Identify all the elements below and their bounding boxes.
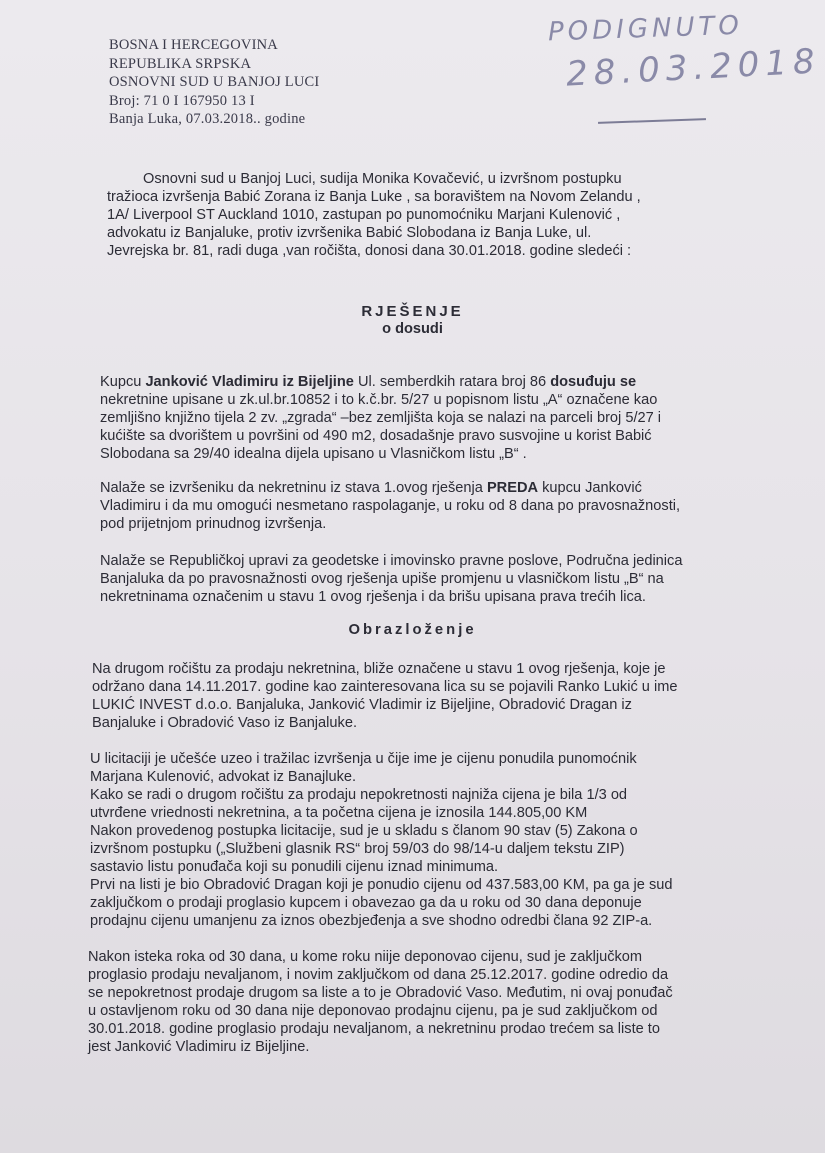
text-line: Banjaluka da po pravosnažnosti ovog rješenja upiše promjenu u vlasničkom listu „B“ na — [100, 571, 664, 587]
text-line: Kupcu Janković Vladimiru iz Bijeljine Ul. semberdkih ratara broj 86 dosuđuju se — [100, 374, 637, 390]
text-line: 30.01.2018. godine proglasio prodaju nevaljanom, a nekretninu prodao trećem sa liste to — [88, 1021, 660, 1037]
header-line: Banja Luka, 07.03.2018.. godine — [109, 111, 306, 128]
reasoning-heading: Obrazloženje — [348, 622, 477, 638]
text-line: tražioca izvršenja Babić Zorana iz Banja Luke , sa boravištem na Novom Zelandu , — [107, 189, 641, 205]
paragraph-handover — [100, 479, 680, 533]
text-line: Marjana Kulenović, advokat iz Banajluke. — [90, 769, 357, 785]
header-line: REPUBLIKA SRPSKA — [109, 55, 252, 72]
text-line: održano dana 14.11.2017. godine kao zainteresovana lica su se pojavili Ranko Lukić u ime — [92, 679, 678, 695]
paragraph-award — [100, 373, 661, 463]
text-line: u ostavljenom roku od 30 dana nije deponovao prodajnu cijenu, pa je sud zaključkom od — [88, 1003, 658, 1019]
handwritten-note: PODIGNUTO — [547, 10, 744, 48]
text-line: Nalaže se Republičkoj upravi za geodetske i imovinsko pravne poslove, Područna jedinica — [100, 553, 683, 569]
text-line: Jevrejska br. 81, radi duga ,van ročišta, donosi dana 30.01.2018. godine sledeći : — [107, 243, 632, 259]
header-line: Broj: 71 0 I 167950 13 I — [109, 92, 255, 109]
text-line: zaključkom o prodaji proglasio kupcem i obavezao ga da u roku od 30 dana deponuje — [90, 895, 642, 911]
text-line: Prvi na listi je bio Obradović Dragan koji je ponudio cijenu od 437.583,00 KM, pa ga je sud — [90, 877, 673, 893]
text-line: nekretninama označenim u stavu 1 ovog rješenja i da brišu upisana prava trećih lica. — [100, 589, 646, 605]
text-line: izvršnom postupku („Službeni glasnik RS“ broj 59/03 do 98/14-u daljem tekstu ZIP) — [90, 841, 625, 857]
text-line: Nakon isteka roka od 30 dana, u kome roku niije deponovao cijenu, sud je zaključkom — [88, 949, 643, 965]
text-line: Slobodana sa 29/40 idealna dijela upisano u Vlasničkom listu „B“ . — [100, 446, 527, 462]
text-line: pod prijetnjom prinudnog izvršenja. — [100, 516, 327, 532]
text-line: Osnovni sud u Banjoj Luci, sudija Monika Kovačević, u izvršnom postupku — [143, 171, 622, 187]
handwritten-date: 28.03.2018 — [565, 41, 822, 95]
awarded-emphasis: dosuđuju se — [550, 374, 637, 390]
handwritten-underline — [598, 118, 706, 124]
decision-title: RJEŠENJE — [361, 303, 464, 320]
text-line: Nalaže se izvršeniku da nekretninu iz stava 1.ovog rješenja PREDA kupcu Janković — [100, 480, 642, 496]
decision-subtitle: o dosudi — [382, 321, 443, 337]
text-line: proglasio prodaju nevaljanom, i novim zaključkom od dana 25.12.2017. godine odredio da — [88, 967, 669, 983]
paragraph-outcome — [88, 948, 673, 1056]
text-line: Nakon provedenog postupka licitacije, sud je u skladu s članom 90 stav (5) Zakona o — [90, 823, 638, 839]
text-line: utvrđene vriednosti nekretnina, a ta početna cijena je iznosila 144.805,00 KM — [90, 805, 588, 821]
text-line: Kako se radi o drugom ročištu za prodaju nepokretnosti najniža cijena je bila 1/3 od — [90, 787, 628, 803]
text-line: Na drugom ročištu za prodaju nekretnina, bliže označene u stavu 1 ovog rješenja, koje je — [92, 661, 666, 677]
text-line: 1A/ Liverpool ST Auckland 1010, zastupan po punomoćniku Marjani Kulenović , — [107, 207, 621, 223]
court-header — [109, 36, 319, 129]
text-line: sastavio listu ponuđača koji su ponudili cijenu iznad minimuma. — [90, 859, 499, 875]
text-line: LUKIĆ INVEST d.o.o. Banjaluka, Janković Vladimir iz Bijeljine, Obradović Dragan iz — [92, 697, 632, 713]
header-line: OSNOVNI SUD U BANJOJ LUCI — [109, 74, 320, 91]
text-line: se nepokretnost prodaje drugom sa liste a to je Obradović Vaso. Međutim, ni ovaj ponuđač — [88, 985, 673, 1001]
header-line: BOSNA I HERCEGOVINA — [109, 37, 278, 53]
text-line: U licitaciji je učešće uzeo i tražilac izvršenja u čije ime je cijenu ponudila punomoćnik — [90, 751, 637, 767]
text-line: kućište sa dvorištem u površini od 490 m2, dosadašnje pravo susvojine u korist Babić — [100, 428, 652, 444]
paragraph-auction — [90, 750, 672, 930]
text-line: prodajnu cijenu umanjenu za iznos obezbjeđenja a sve shodno odredbi člana 92 ZIP-a. — [90, 913, 653, 929]
handover-emphasis: PREDA — [486, 480, 539, 496]
intro-paragraph — [107, 170, 641, 260]
text-line: zemljišno knjižno tijela 2 zv. „zgrada“ –bez zemljišta koja se nalazi na parceli broj 5/27 i — [100, 410, 662, 426]
paragraph-registry — [100, 552, 682, 606]
paragraph-hearing — [92, 660, 677, 732]
text-line: advokatu iz Banjaluke, protiv izvršenika Babić Slobodana iz Banja Luke, ul. — [107, 225, 592, 241]
text-line: nekretnine upisane u zk.ul.br.10852 i to k.č.br. 5/27 u popisnom listu „A“ označene kao — [100, 392, 658, 408]
buyer-name: Janković Vladimiru iz Bijeljine — [145, 374, 354, 390]
text-line: Banjaluke i Obradović Vaso iz Banjaluke. — [92, 715, 357, 731]
text-line: jest Janković Vladimiru iz Bijeljine. — [88, 1039, 310, 1055]
text-line: Vladimiru i da mu omogući nesmetano raspolaganje, u roku od 8 dana po pravosnažnosti, — [100, 498, 681, 514]
